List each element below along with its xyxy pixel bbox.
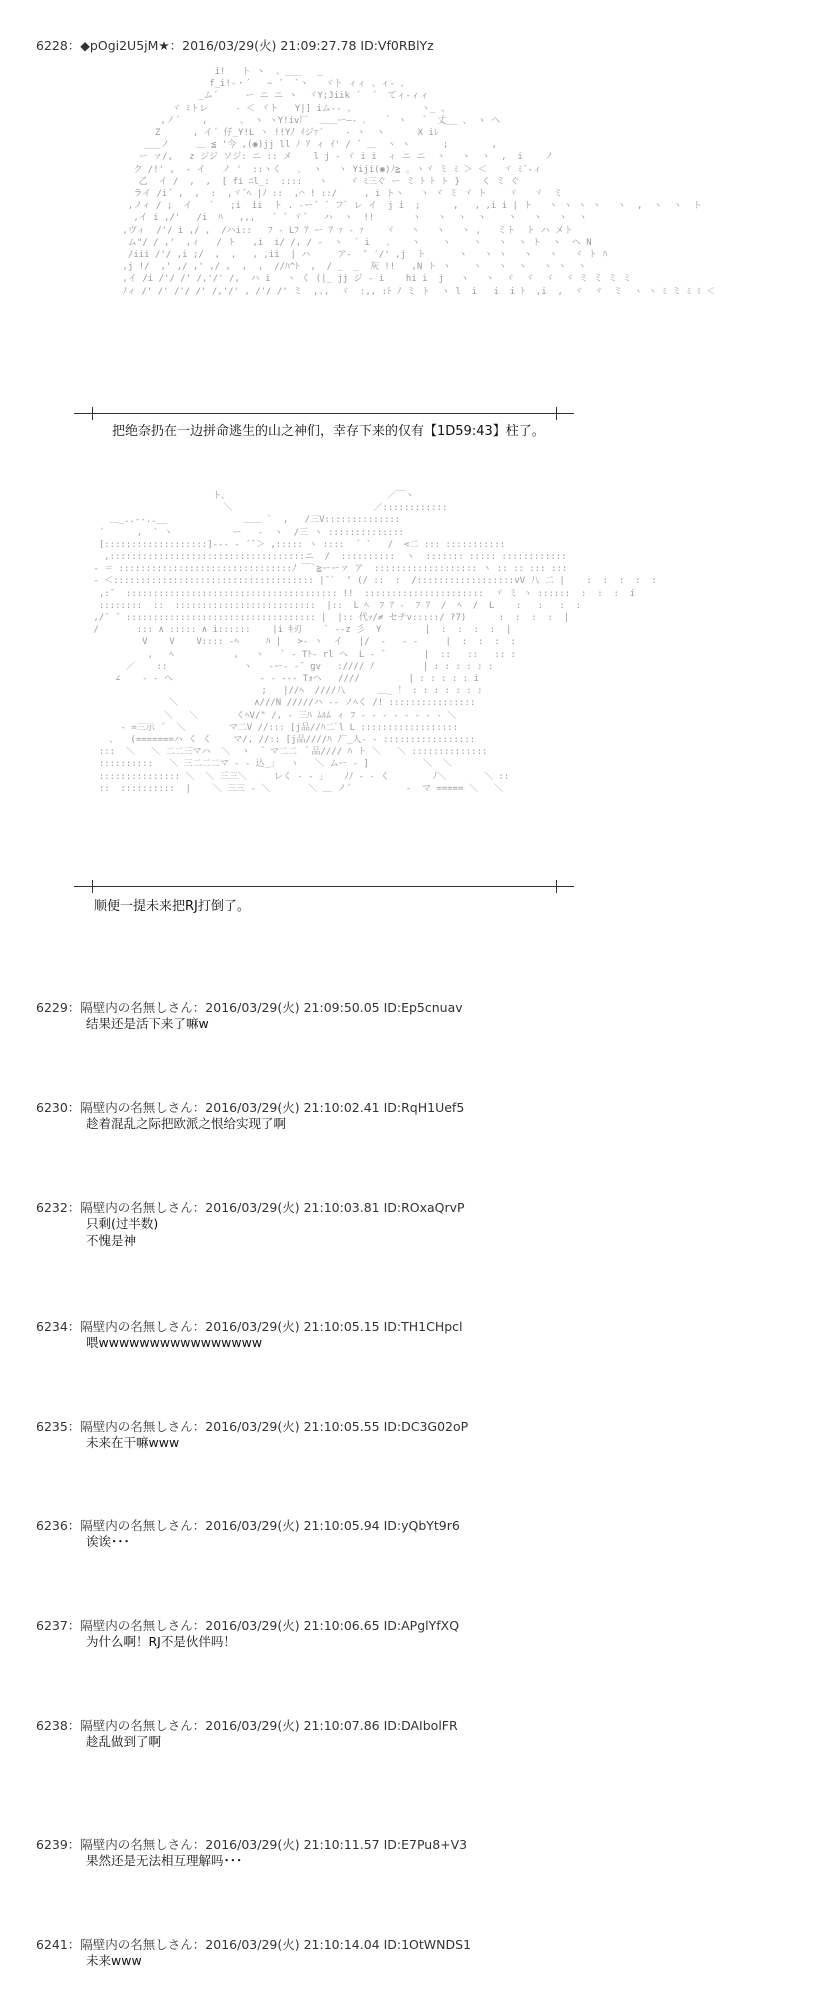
post-body-6238: 趁乱做到了啊 xyxy=(86,1734,162,1749)
post-body-6229: 结果还是活下来了嘛w xyxy=(86,1016,209,1031)
caption-rj-defeated: 顺便一提未来把RJ打倒了。 xyxy=(94,899,250,914)
post-header-6238: 6238：隔壁内の名無しさん：2016/03/29(火) 21:10:07.86 ID:DAIbolFR xyxy=(36,1718,458,1733)
ascii-art-knockdown: ト、 ／￣ヽ ＼ ／:::::::::::: ＿_..--..__ ＿＿ ` , /三V:::::::::::::: ´ , ` ヽ ー ‐ ヽ /三 ヽ :::::::::::::: [:::::::::::::::::::]‐‐‐ ‐ ´¯＞ ,::::: ヽ :::: ´ ` / <二 ::: ::::::::::: ,::::::::::::::::::::::::::::::::::::ニ / :::::::::: ヽ ::::::: ::::: :::::::::::: ‐ ＝ ::::::::::::::::::::::::::::::::ﾉ ￣`≧ーーァ ア ::::::::::::::::::: ヽ :: :: ::: ::: ‐ ＜::::::::::::::::::::::::::::::::::::: |¯` ‘ (/ :: : /::::::::::::::::::vV 八 二 | : : : : : ,:¯ ::::::::::::::::::::::::::::::::::::::: !! :::::::::::::::::::::: ヾ ミ ヽ :::::: : : : i :::::::: :: :::::::::::::::::::::::::: |:: L ﾍ ﾌ ｱ ‐ ﾌ ｱ / ﾍ / L : : : : ,/¯ ¯ ::::::::::::::::::::::::::::::::::: | |:: 代ｯ/≠ セチv:::::/ ?7) : : : : | / ::: ∧ ::::: ∧ i:::::: |i ｷ刃 ` ‐‐z 彡 Y | : : : : | V V V:::: ‐ﾍ ﾊ | >‐ ヽ イ |/ ‐ ‐ ‐ | : : : : , ﾍ , ヽ ` ‐ Tﾄ‐ rl ヘ L ‐ ¯ | :: :: :: : ／ :: ヽ ‐ー‐ ‐¯ gv ://// ﾉ | : : : : : : ∠ ‐ ‐ ヘ ‐ ‐ ‐‐‐ Tｫヘ //// | : : : : : i ; |//ﾍ ////八 ＿_ ！ : : : : : : : ＼ ∧///N /////ハ ‐‐ ノﾍく /! :::::::::::::::: ＼ ＼ くﾍV/" /, ‐ 三ﾊ ﾑﾙﾑ ィ ﾌ ‐ ‐ ‐ ‐ ‐ ‐ ‐ ‐ ＼ ‐ =三示 ´ ＼ マ二V //::: [j品//ﾊ二ﾞl L :::::::::::::::::: ､ (=======ハ く く マ/, //:: [j品////ﾊ ﾉ‾_人‐ ‐ ::::::::::::::::: ::: ＼ ＼ 二二三マハ ＼ ヽ ゛マ二二 ｀品//// ﾊ ト ＼ ＼ :::::::::::::: :::::::::: ＼ 三二二二マ ‐ ‐ 込_」 ヽ ＼ ムー ‐ ] ＼ ＼ ::::::::::::::: ＼ ＼ 三三＼ レく ‐ ‐ 」 ﾉﾉ ‐ ‐ く ﾉ＼ ＼ :: :: :::::::::: | ＼ 三三 ‐ ＼ ＼ ＿ ノ´ ‐ マ ===== ＼ ＼ xyxy=(93,491,657,794)
divider-line xyxy=(74,886,574,887)
divider-tick-right xyxy=(556,880,557,893)
divider-line xyxy=(74,413,574,414)
post-body-6241: 未来www xyxy=(86,1953,142,1968)
post-header-6237: 6237：隔壁内の名無しさん：2016/03/29(火) 21:10:06.65 ID:APglYfXQ xyxy=(36,1618,460,1633)
post-header-6234: 6234：隔壁内の名無しさん：2016/03/29(火) 21:10:05.15 ID:TH1CHpcl xyxy=(36,1319,463,1334)
post-header-6241: 6241：隔壁内の名無しさん：2016/03/29(火) 21:10:14.04 ID:1OtWNDS1 xyxy=(36,1937,472,1952)
divider-tick-right xyxy=(556,407,557,420)
post-header-6229: 6229：隔壁内の名無しさん：2016/03/29(火) 21:09:50.05 ID:Ep5cnuav xyxy=(36,1000,463,1015)
post-body-6230: 趁着混乱之际把欧派之恨给实现了啊 xyxy=(86,1116,287,1131)
divider-tick-left xyxy=(92,880,93,893)
post-header-6230: 6230：隔壁内の名無しさん：2016/03/29(火) 21:10:02.41 ID:RqH1Uef5 xyxy=(36,1100,465,1115)
caption-survivors: 把绝奈扔在一边拼命逃生的山之神们，幸存下来的仅有【1D59:43】柱了。 xyxy=(112,424,545,439)
post-body-6232: 只剩(过半数) 不愧是神 xyxy=(86,1216,159,1248)
post-body-6236: 诶诶･･･ xyxy=(86,1534,130,1549)
ascii-art-crowd: i! ト ヽ 、___ _ f_i!-・´ ~ ´ `ヽ ヾト ィィ 、ィ‐ 、 _ム´ ー ニ ニ ヽ ヾY;Jiik ´ ´ てィ‐ィィ ヾ ﾐトレ ‐ ＜ ヾト Y|] iム‐‐ 、 ヽ_ 、 ,ノ´ , 、 ヽ ヽY!iv厂 ＿＿ー―‐ ､ ｀ ヽ ゛ 丈__ 、 ゝ へ Z , イ´ 仔_Y!L ヽ !!Yﾉ ｲジｧ´ ‐ ヽ ヽ X iﾚ ___ノ ＿ ≦ '今 ,(◉)jj ll ﾉ ｱ ィ ｲ' / ´ ＿ ヽ ヽ ; , ー ァ/, z ジジ ソジ: ニ :: メ l j ‐ ヾ i i ィ ニ ニ ヽ ヽ ヽ , i ノ ク /!' , ‐ イ ノ ' ::ヽく ､ ヽ ヽ Yiji(◉)ﾉ≧ ｡ ヽヾ ミ ﾐ ＞ ＜ ヾ ﾐ´‐ィ 乙 イ / , , [ fi ﾆl_: :::: ヽ ヾ ﾐ三ぐ ー ミ ﾄ ﾄ ト } く ミ ぐ ライ /i´ , , : ,ヾ´ﾍ |ﾉ :: ,⌒ ! ::/ , i トヽ ヽ ヾ ミ ヾ ト ヾ ヾ ミ ,ノィ / ; イ ´ ;i ii ト . -ー´ ´ フﾞ レ イ j i ; , , ,i i | ト ヽ ヽ ヽ ヽ ヽ , ヽ ヽ ト ,イ i ,/' /i ﾊ ,,, ´ ´ ヾ´ ハ ヽ !! ヽ ヽ ヽ ヽ ヽ ヽ ヽ ヽ ,ヴィ /'/ i ,/ , /ハi:: ﾌ ‐ Lﾌ ｱ ー ｱ ｧ ‐ ｧ ヾ ヽ ヽ ヽ , ミト ト ハ メト ム"/ / ,' ,ィ / ト ,i i/ /, / ‐ ヽ ´ i 、 ヽ ヽ ヽ ヽ ヽ ト ヽ ヘ N /iii /'/ ,i ;/ , , , ,ii | ハ ア‐ ″ ′/' ,j ト ヽ ヽ ヽ ヽ ヽ ヾ ト ﾊ ,j !/ ,' ,/ ,' ,/ , , , //ﾊ^ﾄ , / _ _ 灰 !! ,N ト ヽ ヽ ヽ ヽ ヽ ヽ ヽ ,イ /i /'/ /' /,'/' /, ハ i ヽ く (|_ jj ジ ‐ i hi i j ヽ ヽ ヾ ヾ ヾ ヾ ミ ミ ミ ミ ﾉィ /' /' /'/ /' /,'/' , /'/ /' ミ ,., ヾ :,, :ﾄ ﾉ ミ ト ヽ l i i i ﾄ ,i , ヾ ヾ ミ ヽ ヽ ﾐ ミ ﾐ ﾐ ＜ xyxy=(122,67,716,297)
post-header-6232: 6232：隔壁内の名無しさん：2016/03/29(火) 21:10:03.81 ID:ROxaQrvP xyxy=(36,1200,465,1215)
post-body-6237: 为什么啊！RJ不是伙伴吗！ xyxy=(86,1634,236,1649)
post-header-6235: 6235：隔壁内の名無しさん：2016/03/29(火) 21:10:05.55 ID:DC3G02oP xyxy=(36,1419,469,1434)
post-header-6228: 6228：◆pOgi2U5jM★：2016/03/29(火) 21:09:27.78 ID:Vf0RBlYz xyxy=(36,38,434,53)
post-header-6239: 6239：隔壁内の名無しさん：2016/03/29(火) 21:10:11.57 ID:E7Pu8+V3 xyxy=(36,1837,468,1852)
post-body-6239: 果然还是无法相互理解吗･･･ xyxy=(86,1853,243,1868)
divider-tick-left xyxy=(92,407,93,420)
post-header-6236: 6236：隔壁内の名無しさん：2016/03/29(火) 21:10:05.94 ID:yQbYt9r6 xyxy=(36,1518,460,1533)
post-body-6235: 未来在干嘛www xyxy=(86,1435,180,1450)
post-body-6234: 喂wwwwwwwwwwwwwwww xyxy=(86,1335,263,1350)
